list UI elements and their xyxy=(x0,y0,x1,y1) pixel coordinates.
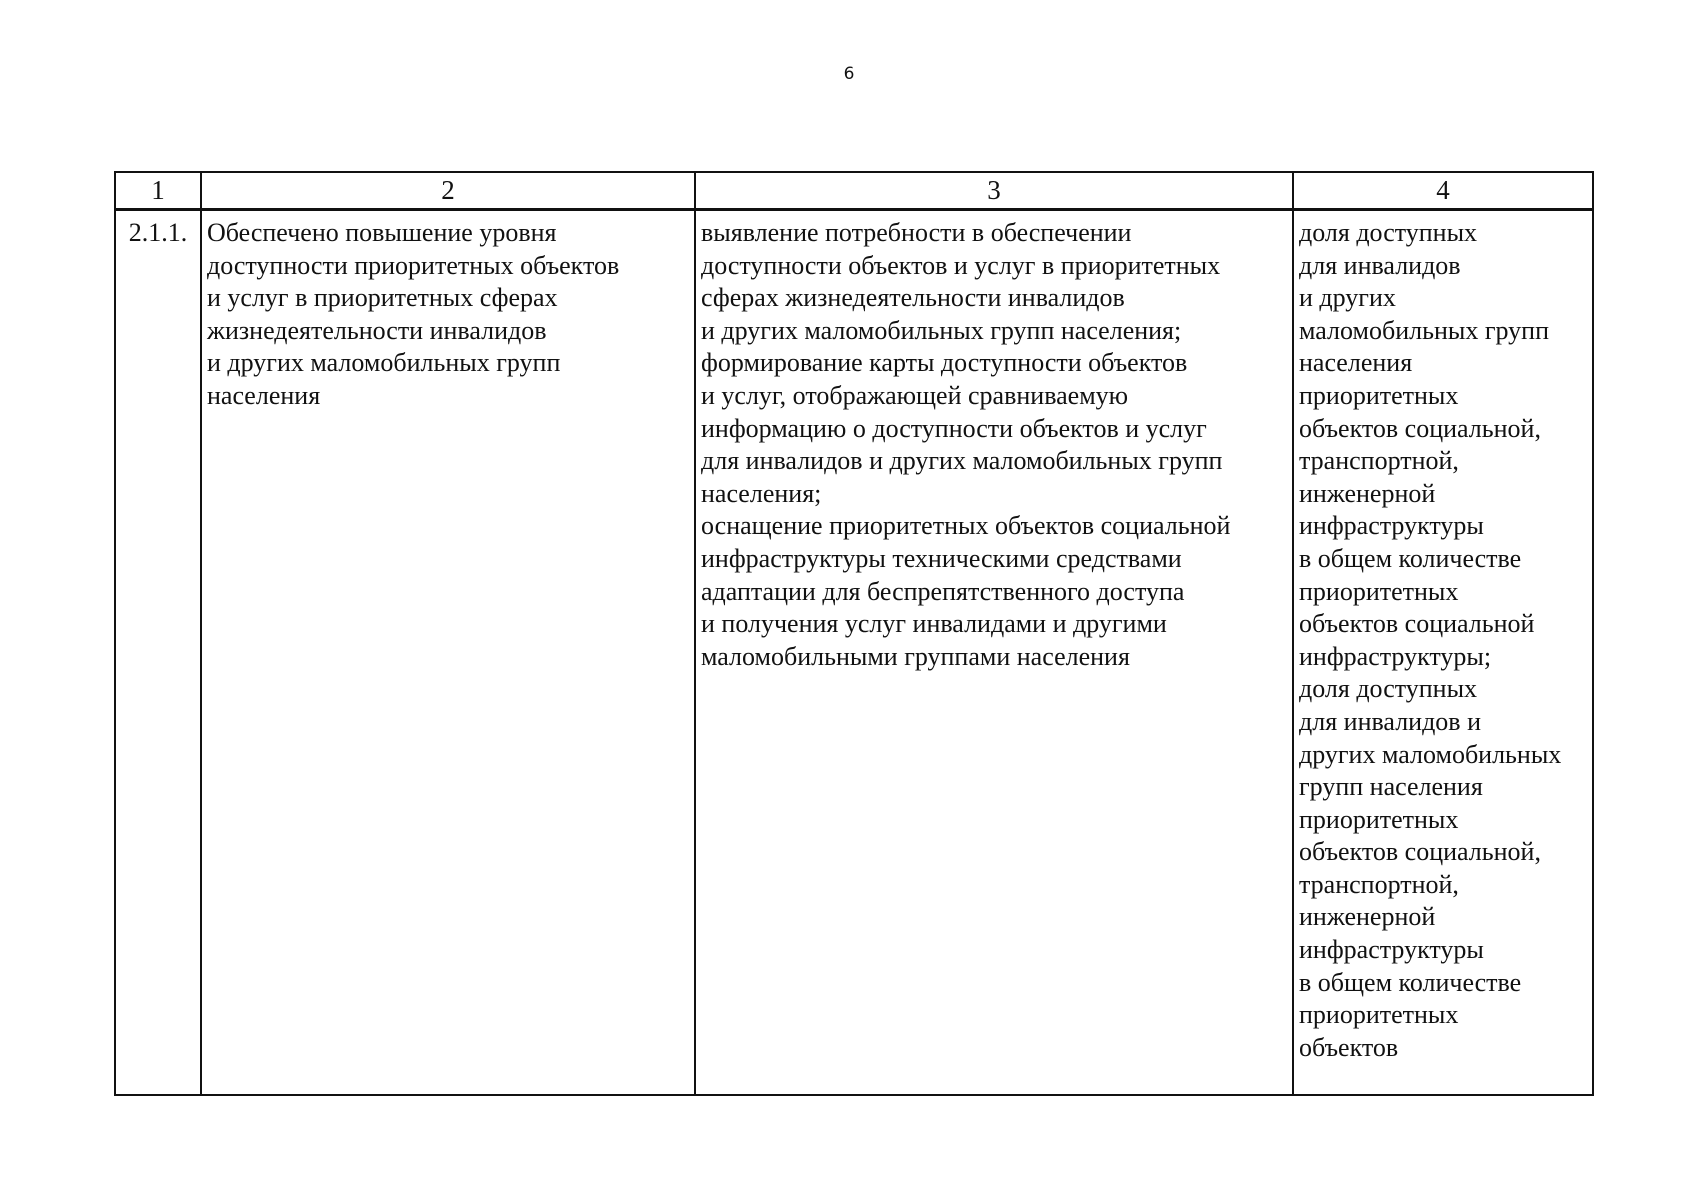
indicators-line: в общем количестве xyxy=(1299,967,1522,997)
indicators-line: инфраструктуры; xyxy=(1299,641,1492,671)
result-line: и услуг в приоритетных сферах xyxy=(207,283,558,313)
measures-table xyxy=(114,171,1594,1096)
row-number-cell xyxy=(115,210,201,1096)
measures-line: для инвалидов и других маломобильных групп xyxy=(701,446,1223,476)
measures-line: и других маломобильных групп населения; xyxy=(701,315,1182,345)
result-line: населения xyxy=(207,380,321,410)
indicators-line: и других xyxy=(1299,283,1396,313)
indicators-line: маломобильных групп xyxy=(1299,315,1549,345)
measures-line: адаптации для беспрепятственного доступа xyxy=(701,576,1185,606)
indicators-line: инфраструктуры xyxy=(1299,511,1484,541)
indicators-line: инфраструктуры xyxy=(1299,935,1484,965)
measures-line: и получения услуг инвалидами и другими xyxy=(701,609,1167,639)
indicators-line: доля доступных xyxy=(1299,218,1478,247)
result-cell xyxy=(201,210,695,1096)
measures-line: информацию о доступности объектов и услуг xyxy=(701,413,1207,443)
result-line: доступности приоритетных объектов xyxy=(207,250,620,280)
column-header-3: 3 xyxy=(695,172,1293,210)
indicators-line: доля доступных xyxy=(1299,674,1478,704)
measures-line: населения; xyxy=(701,478,822,508)
measures-line: маломобильными группами населения xyxy=(701,641,1130,671)
indicators-line: транспортной, xyxy=(1299,869,1459,899)
column-header-1: 1 xyxy=(115,172,201,210)
measures-line: инфраструктуры техническими средствами xyxy=(701,543,1182,573)
indicators-line: приоритетных xyxy=(1299,576,1459,606)
measures-line: и услуг, отображающей сравниваемую xyxy=(701,380,1129,410)
measures-line: сферах жизнедеятельности инвалидов xyxy=(701,283,1125,313)
result-line: Обеспечено повышение уровня xyxy=(207,218,557,247)
result-line: и других маломобильных групп xyxy=(207,348,561,378)
measures-line: выявление потребности в обеспечении xyxy=(701,218,1132,247)
indicators-line: приоритетных xyxy=(1299,804,1459,834)
column-header-2: 2 xyxy=(201,172,695,210)
indicators-line: объектов социальной, xyxy=(1299,413,1541,443)
indicators-line: объектов социальной, xyxy=(1299,837,1541,867)
row-number: 2.1.1. xyxy=(128,218,188,247)
measures-cell xyxy=(695,210,1293,1096)
indicators-line: приоритетных xyxy=(1299,380,1459,410)
column-header-4: 4 xyxy=(1293,172,1593,210)
indicators-line: для инвалидов и xyxy=(1299,706,1481,736)
indicators-line: приоритетных xyxy=(1299,1000,1459,1030)
page-number: 6 xyxy=(843,64,855,84)
measures-line: формирование карты доступности объектов xyxy=(701,348,1188,378)
indicators-line: объектов xyxy=(1299,1032,1399,1062)
measures-line: оснащение приоритетных объектов социальной xyxy=(701,511,1231,541)
indicators-cell xyxy=(1293,210,1593,1096)
indicators-line: в общем количестве xyxy=(1299,543,1522,573)
table-row xyxy=(115,210,1593,1096)
indicators-line: других маломобильных xyxy=(1299,739,1562,769)
measures-line: доступности объектов и услуг в приоритетных xyxy=(701,250,1221,280)
indicators-line: для инвалидов xyxy=(1299,250,1461,280)
indicators-line: инженерной xyxy=(1299,478,1436,508)
indicators-line: инженерной xyxy=(1299,902,1436,932)
indicators-line: населения xyxy=(1299,348,1413,378)
indicators-line: транспортной, xyxy=(1299,446,1459,476)
header-row xyxy=(115,172,1593,210)
indicators-line: групп населения xyxy=(1299,772,1483,802)
indicators-line: объектов социальной xyxy=(1299,609,1535,639)
result-line: жизнедеятельности инвалидов xyxy=(207,315,547,345)
